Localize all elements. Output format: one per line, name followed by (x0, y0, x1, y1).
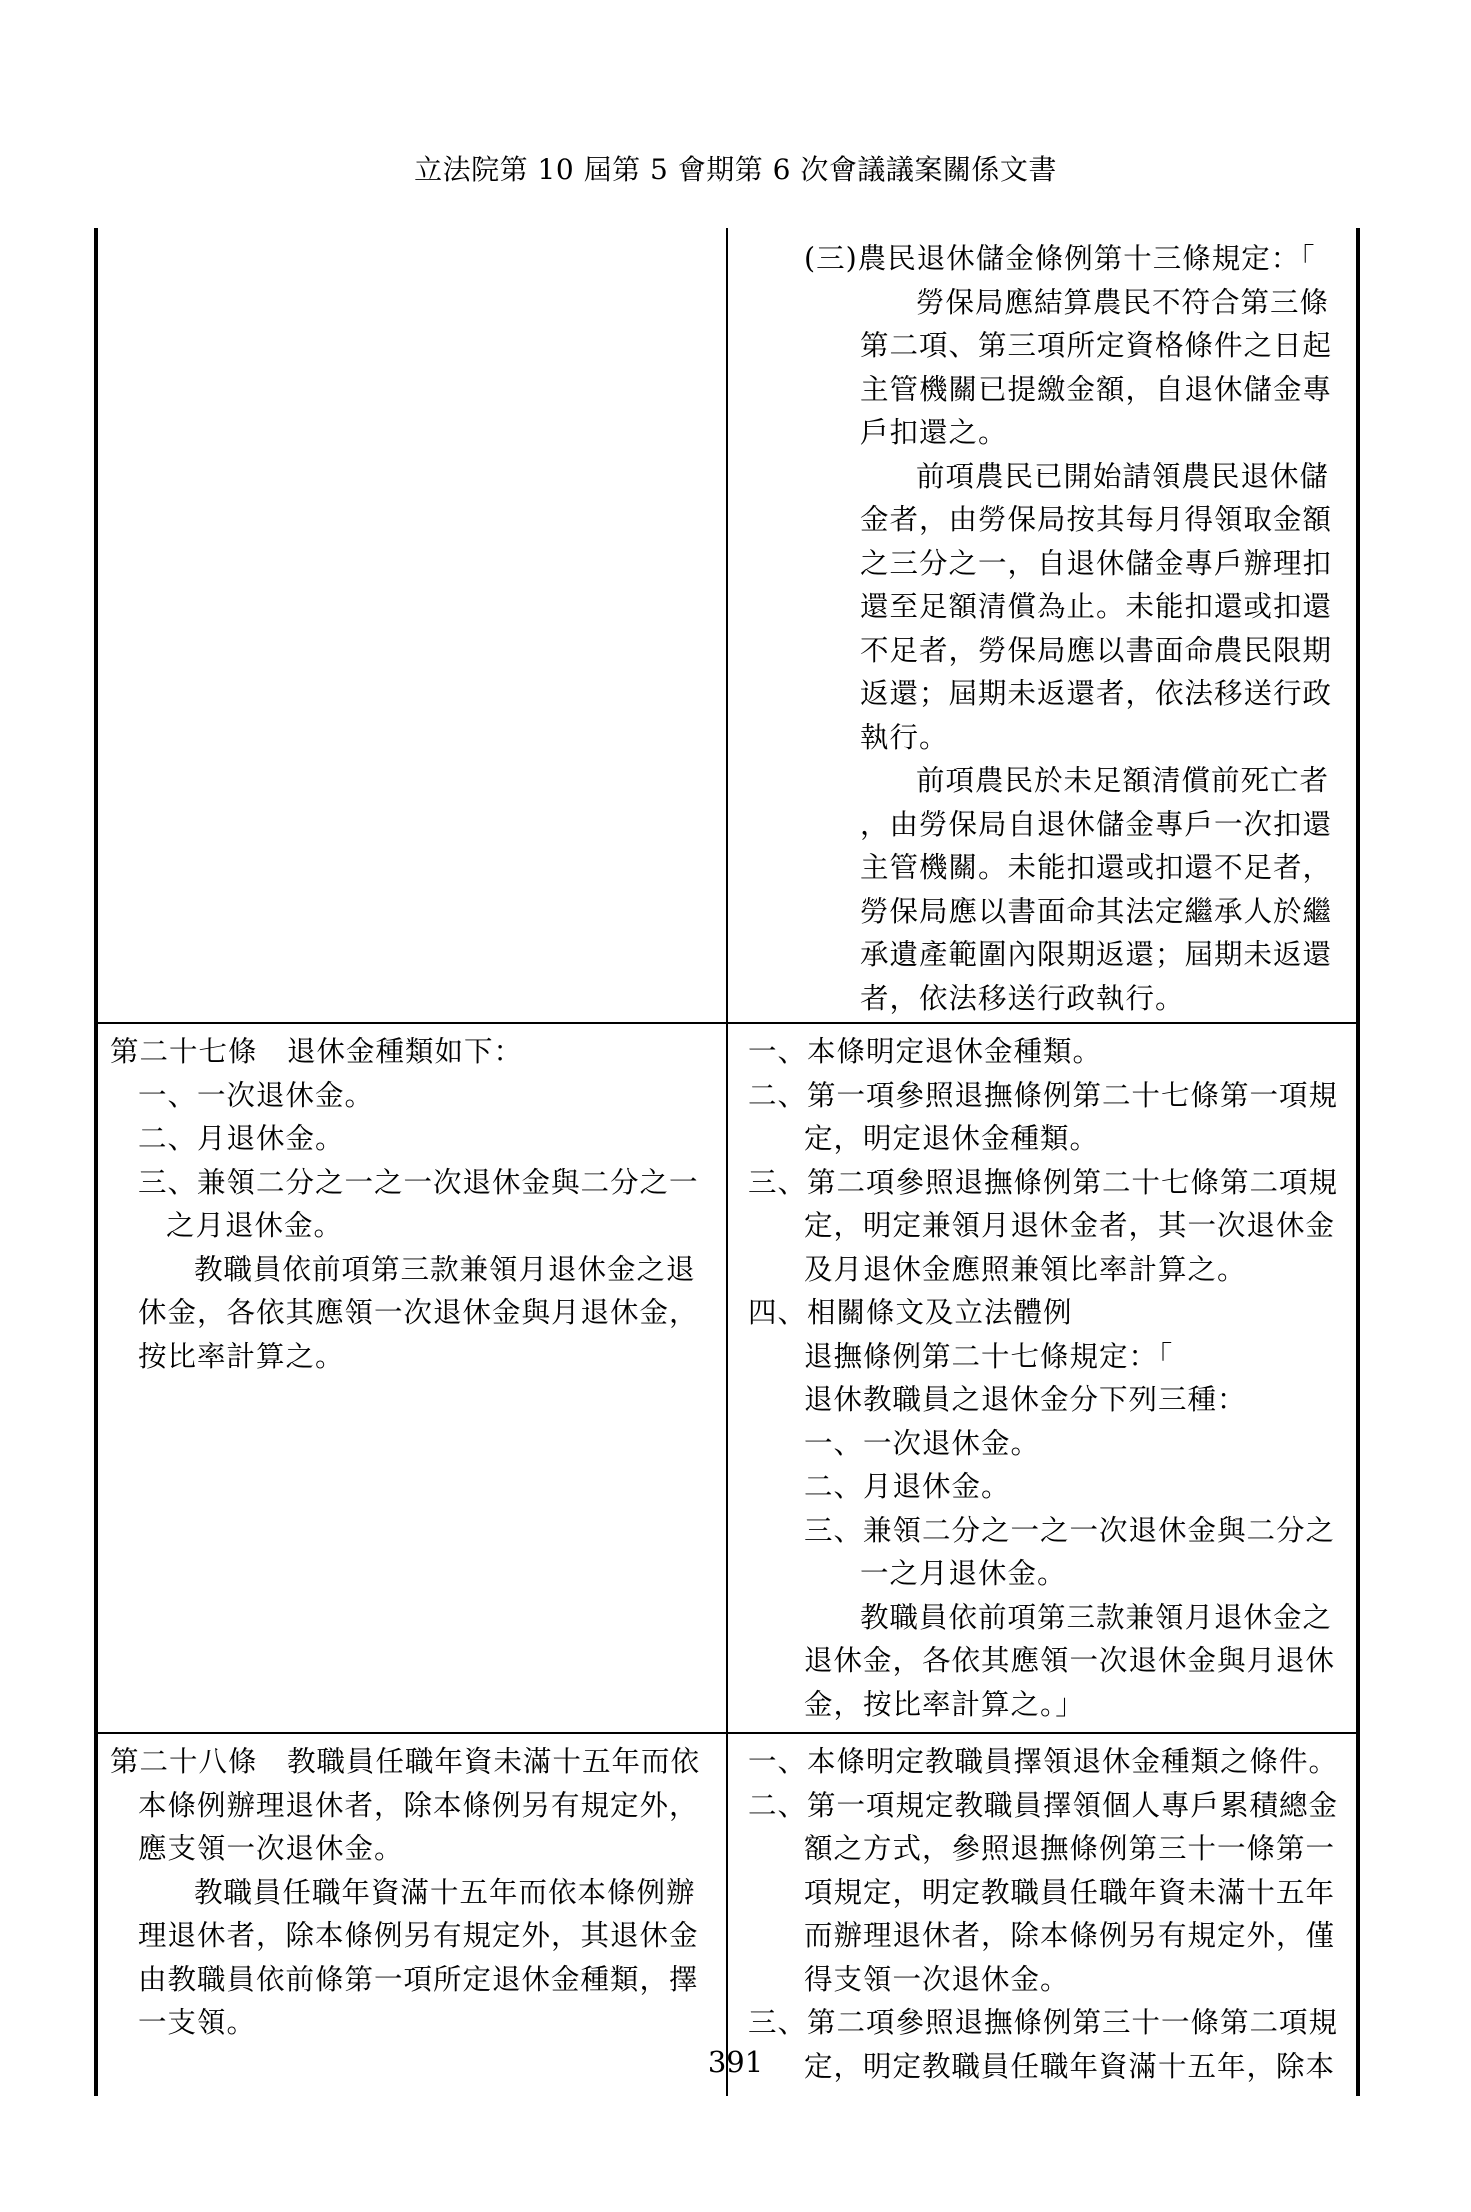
text-line: 定，明定退休金種類。 (804, 1122, 1100, 1155)
text-line: 返還；屆期未返還者，依法移送行政 (860, 677, 1333, 710)
text-line: 四、相關條文及立法體例 (748, 1296, 1073, 1329)
text-line: 不足者，勞保局應以書面命農民限期 (860, 633, 1333, 667)
text-line: 一之月退休金。 (860, 1557, 1067, 1590)
text-line: 本條例辦理退休者，除本條例另有規定外， (138, 1788, 699, 1822)
text-line: 還至足額清償為止。未能扣還或扣還 (860, 590, 1333, 623)
text-line: 理退休者，除本條例另有規定外，其退休金 (138, 1919, 699, 1952)
text-line: 應支領一次退休金。 (138, 1832, 404, 1865)
text-line: 前項農民於未足額清償前死亡者 (916, 764, 1330, 797)
text-line: 及月退休金應照兼領比率計算之。 (804, 1252, 1247, 1286)
text-line: 金，按比率計算之。」 (804, 1687, 1085, 1721)
text-line: 定，明定教職員任職年資滿十五年，除本 (804, 2049, 1336, 2083)
text-line: 三、兼領二分之一之一次退休金與二分之 (804, 1513, 1336, 1547)
text-line: 退休金，各依其應領一次退休金與月退休 (804, 1644, 1336, 1677)
text-line: 勞保局應結算農民不符合第三條 (916, 285, 1330, 319)
row2-right-cell (748, 1030, 1338, 1726)
text-line: 金者，由勞保局按其每月得領取金額 (860, 503, 1333, 536)
article-heading: 第二十七條 退休金種類如下： (110, 1035, 524, 1068)
text-line: 前項農民已開始請領農民退休儲 (916, 459, 1330, 493)
text-line: 者，依法移送行政執行。 (860, 981, 1185, 1015)
text-line: 休金，各依其應領一次退休金與月退休金， (138, 1296, 699, 1329)
row-divider (94, 1022, 1360, 1024)
text-line: 二、月退休金。 (804, 1470, 1011, 1503)
text-line: 主管機關已提繳金額，自退休儲金專 (860, 372, 1333, 406)
text-line: 一支領。 (138, 2006, 257, 2039)
text-line: 三、第二項參照退撫條例第三十一條第二項規 (748, 2006, 1339, 2039)
text-line: 二、月退休金。 (138, 1122, 345, 1155)
text-line: 二、第一項參照退撫條例第二十七條第一項規 (748, 1078, 1339, 1112)
row1-right-cell (748, 237, 1332, 1020)
text-line: 之月退休金。 (166, 1209, 344, 1242)
text-line: 勞保局應以書面命其法定繼承人於繼 (860, 894, 1333, 928)
text-line: 二、第一項規定教職員擇領個人專戶累積總金 (748, 1788, 1339, 1822)
text-line: 執行。 (860, 720, 949, 754)
text-line: 教職員依前項第三款兼領月退休金之退 (194, 1252, 696, 1286)
table-middle-border (726, 228, 728, 2096)
text-line: 教職員依前項第三款兼領月退休金之 (860, 1600, 1333, 1634)
text-line: 教職員任職年資滿十五年而依本條例辦 (194, 1875, 696, 1909)
text-line: 按比率計算之。 (138, 1339, 345, 1373)
text-line: 額之方式，參照退撫條例第三十一條第一 (804, 1832, 1336, 1865)
row2-left-cell (110, 1030, 699, 1378)
table-left-border (94, 228, 98, 2096)
text-line: 主管機關。未能扣還或扣還不足者， (860, 851, 1333, 884)
article-heading: 第二十八條 教職員任職年資未滿十五年而依 (110, 1745, 701, 1778)
text-line: 三、第二項參照退撫條例第二十七條第二項規 (748, 1165, 1339, 1199)
text-line: 由教職員依前條第一項所定退休金種類，擇 (138, 1962, 699, 1996)
text-line: 一、本條明定退休金種類。 (748, 1035, 1103, 1068)
text-line: 第二項、第三項所定資格條件之日起 (860, 329, 1333, 362)
row-divider (94, 1732, 1360, 1734)
document-header: 立法院第 10 屆第 5 會期第 6 次會議議案關係文書 (414, 153, 1057, 186)
text-line: (三)農民退休儲金條例第十三條規定：「 (804, 242, 1316, 275)
text-line: 而辦理退休者，除本條例另有規定外，僅 (804, 1919, 1336, 1952)
text-line: 之三分之一，自退休儲金專戶辦理扣 (860, 546, 1333, 580)
row3-left-cell (110, 1740, 700, 2045)
text-line: 項規定，明定教職員任職年資未滿十五年 (804, 1875, 1336, 1909)
text-line: 一、一次退休金。 (138, 1078, 375, 1112)
text-line: 得支領一次退休金。 (804, 1962, 1070, 1996)
text-line: 一、一次退休金。 (804, 1426, 1041, 1460)
text-line: 承遺產範圍內限期返還；屆期未返還 (860, 938, 1333, 971)
text-line: ，由勞保局自退休儲金專戶一次扣還 (860, 807, 1333, 841)
row3-right-cell (748, 1740, 1338, 2088)
table-right-border (1356, 228, 1360, 2096)
text-line: 退撫條例第二十七條規定：「 (804, 1339, 1174, 1373)
text-line: 定，明定兼領月退休金者，其一次退休金 (804, 1209, 1336, 1242)
text-line: 三、兼領二分之一之一次退休金與二分之一 (138, 1165, 699, 1199)
text-line: 一、本條明定教職員擇領退休金種類之條件。 (748, 1745, 1339, 1778)
text-line: 退休教職員之退休金分下列三種： (804, 1383, 1247, 1416)
text-line: 戶扣還之。 (860, 416, 1008, 449)
page-number: 391 (707, 2045, 764, 2079)
